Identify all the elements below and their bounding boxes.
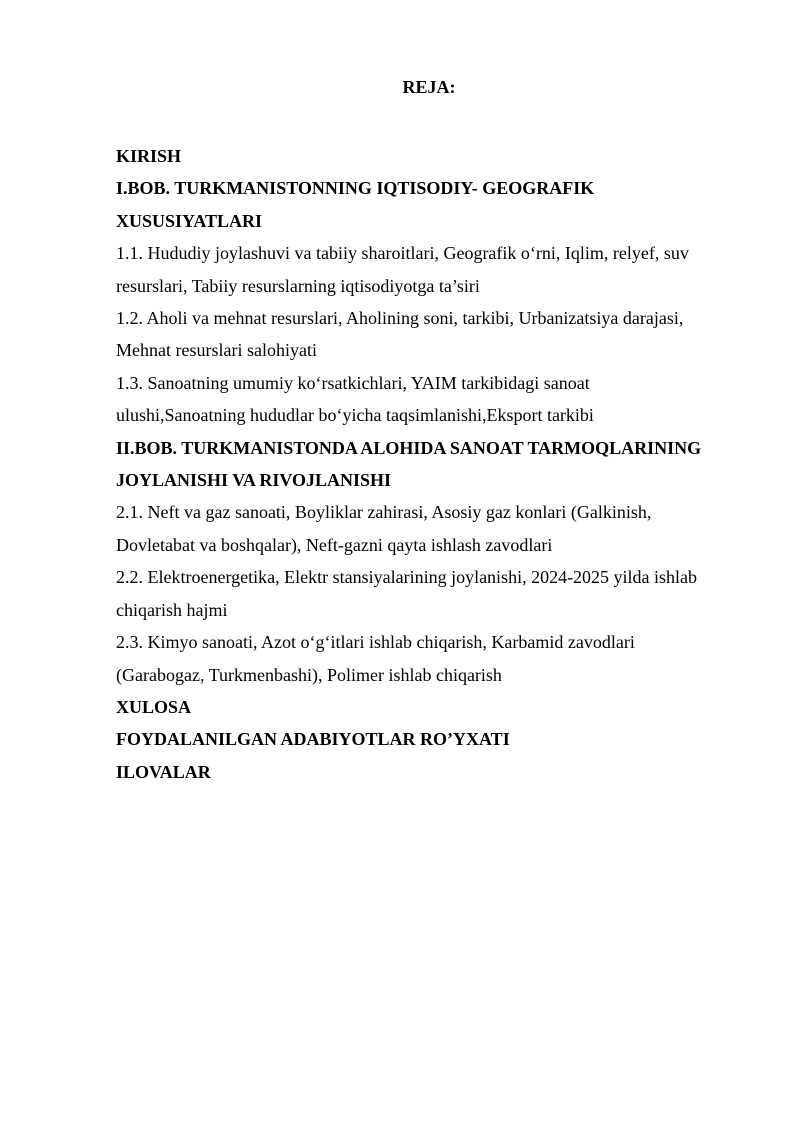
toc-chapter-2-title: II.BOB. TURKMANISTONDA ALOHIDA SANOAT TARMOQLARINING [116, 437, 702, 458]
toc-appendices: ILOVALAR [116, 761, 211, 782]
toc-section-1-1: 1.1. Hududiy joylashuvi va tabiiy sharoitlari, Geografik o‘rni, Iqlim, relyef, suv [116, 243, 689, 264]
toc-section-2-3-cont: (Garabogaz, Turkmenbashi), Polimer ishlab chiqarish [116, 664, 502, 685]
toc-section-2-2-cont: chiqarish hajmi [116, 599, 228, 620]
toc-references: FOYDALANILGAN ADABIYOTLAR RO’YXATI [116, 729, 510, 750]
toc-section-1-2: 1.2. Aholi va mehnat resurslari, Aholining soni, tarkibi, Urbanizatsiya darajasi, [116, 308, 684, 329]
toc-section-2-1-cont: Dovletabat va boshqalar), Neft-gazni qayta ishlash zavodlari [116, 534, 553, 555]
toc-section-2-2: 2.2. Elektroenergetika, Elektr stansiyalarining joylanishi, 2024-2025 yilda ishlab [116, 567, 698, 588]
toc-chapter-2-title-cont: JOYLANISHI VA RIVOJLANISHI [116, 470, 392, 491]
page-title: REJA: [402, 77, 456, 97]
table-of-contents [116, 140, 746, 788]
toc-chapter-1-title: I.BOB. TURKMANISTONNING IQTISODIY- GEOGRAFIK [116, 178, 595, 199]
toc-section-1-3: 1.3. Sanoatning umumiy ko‘rsatkichlari, YAIM tarkibidagi sanoat [116, 372, 590, 393]
toc-section-2-1: 2.1. Neft va gaz sanoati, Boyliklar zahirasi, Asosiy gaz konlari (Galkinish, [116, 502, 652, 523]
toc-xulosa: XULOSA [116, 696, 192, 717]
toc-chapter-1-title-cont: XUSUSIYATLARI [116, 210, 263, 231]
toc-section-2-3: 2.3. Kimyo sanoati, Azot o‘g‘itlari ishlab chiqarish, Karbamid zavodlari [116, 632, 635, 653]
toc-section-1-3-cont: ulushi,Sanoatning hududlar bo‘yicha taqsimlanishi,Eksport tarkibi [116, 405, 594, 426]
toc-section-1-1-cont: resurslari, Tabiiy resurslarning iqtisodiyotga ta’siri [116, 275, 480, 296]
toc-section-1-2-cont: Mehnat resurslari salohiyati [116, 340, 317, 361]
toc-kirish: KIRISH [116, 146, 182, 166]
